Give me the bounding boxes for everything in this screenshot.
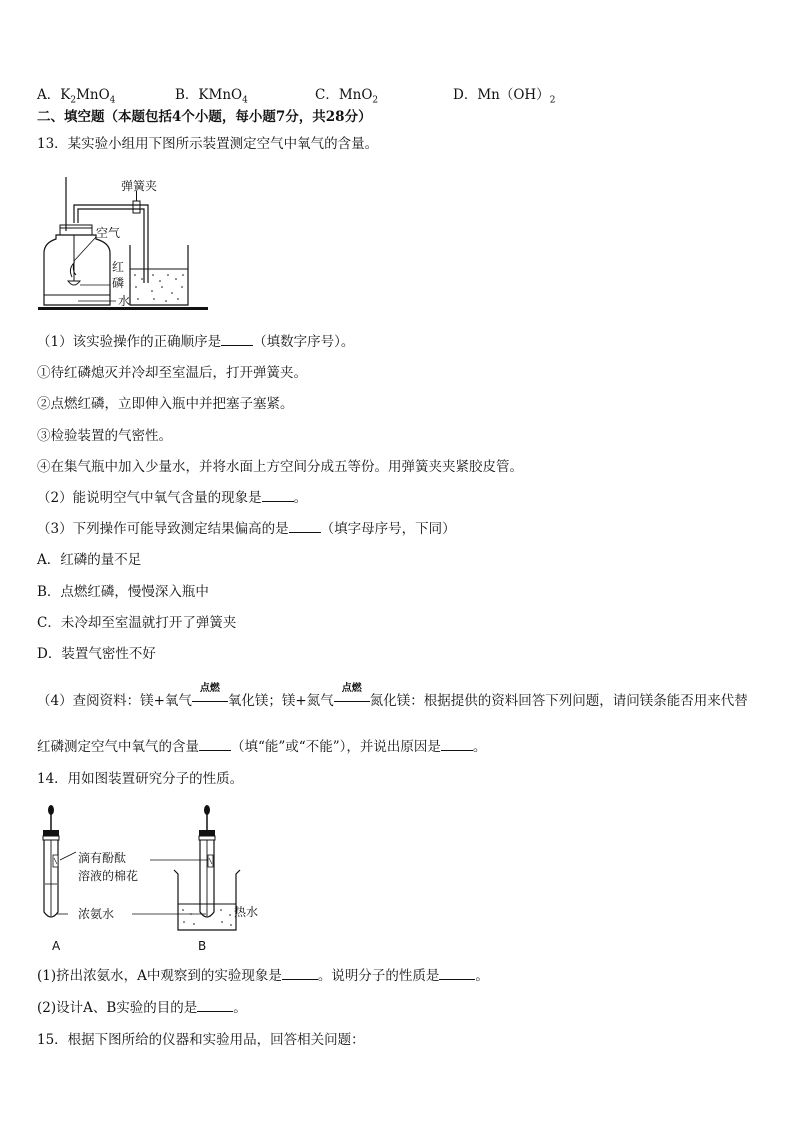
option-c: C．MnO$_2$ — [315, 87, 379, 106]
q13-option-b: B．点燃红磷，慢慢深入瓶中 — [37, 584, 209, 600]
cotton-label-1: 滴有酚酞 — [78, 851, 127, 865]
hot-water-label: 热水 — [234, 905, 259, 919]
q13-part1: （1）该实验操作的正确顺序是 （填数字序号）。 — [37, 334, 355, 350]
q13-part3: （3）下列操作可能导致测定结果偏高的是 （填字母序号，下同） — [37, 521, 456, 537]
q13-stem: 13．某实验小组用下图所示装置测定空气中氧气的含量。 — [37, 136, 379, 152]
answer-blank[interactable] — [262, 489, 294, 502]
answer-blank[interactable] — [289, 520, 321, 533]
clamp-label: 弹簧夹 — [121, 179, 158, 193]
cotton-label-2: 溶液的棉花 — [78, 869, 139, 883]
q13-part4-line2: 红磷测定空气中氧气的含量 （填“能”或“不能”），并说出原因是 。 — [37, 739, 487, 755]
q13-part4-line1: （4）查阅资料：镁+氧气 点燃 氧化镁；镁+氮气 点燃 氮化镁：根据提供的资料回答下列问题，请问镁条能否用来代替 — [37, 683, 748, 709]
q13-option-d: D．装置气密性不好 — [37, 646, 156, 662]
q13-apparatus-figure — [38, 173, 208, 318]
q13-step1: ①待红磷熄灭并冷却至室温后，打开弹簧夹。 — [37, 365, 307, 381]
q14-stem: 14．用如图装置研究分子的性质。 — [37, 771, 244, 787]
option-b: B．KMnO$_4$ — [175, 87, 248, 106]
q13-option-c: C．未冷却至室温就打开了弹簧夹 — [37, 615, 237, 631]
ammonia-label: 浓氨水 — [78, 907, 115, 921]
phosphorus-label-2: 磷 — [112, 276, 125, 290]
water-label: 水 — [118, 294, 131, 308]
answer-blank[interactable] — [221, 333, 253, 346]
q14-part2: (2)设计A、B实验的目的是 。 — [37, 1000, 247, 1016]
option-a: A．$K_2MnO_4$ — [37, 87, 116, 106]
q13-part2: （2）能说明空气中氧气含量的现象是 。 — [37, 490, 308, 506]
q14-part1: (1)挤出浓氨水，A中观察到的实验现象是 。说明分子的性质是 。 — [37, 968, 489, 984]
answer-blank[interactable] — [199, 738, 231, 751]
q15-stem: 15．根据下图所给的仪器和实验用品，回答相关问题： — [37, 1032, 365, 1048]
q14-apparatus-figure — [38, 800, 278, 958]
answer-blank[interactable] — [197, 999, 233, 1012]
answer-blank[interactable] — [439, 967, 475, 980]
q13-step3: ③检验装置的气密性。 — [37, 428, 172, 444]
phosphorus-label-1: 红 — [112, 260, 125, 274]
air-label: 空气 — [96, 226, 121, 240]
figure-label-a: A — [52, 939, 61, 953]
section-heading: 二、填空题（本题包括4个小题，每小题7分，共28分） — [37, 109, 372, 125]
option-d: D．$Mn(OH)_2$ — [453, 87, 556, 106]
reaction-condition: 点燃 — [192, 692, 228, 710]
figure-label-b: B — [198, 939, 207, 953]
q13-option-a: A．红磷的量不足 — [37, 552, 142, 568]
answer-blank[interactable] — [282, 967, 318, 980]
answer-blank[interactable] — [441, 738, 473, 751]
q13-step2: ②点燃红磷，立即伸入瓶中并把塞子塞紧。 — [37, 396, 294, 412]
q13-step4: ④在集气瓶中加入少量水，并将水面上方空间分成五等份。用弹簧夹夹紧胶皮管。 — [37, 459, 523, 475]
reaction-condition: 点燃 — [334, 692, 370, 710]
